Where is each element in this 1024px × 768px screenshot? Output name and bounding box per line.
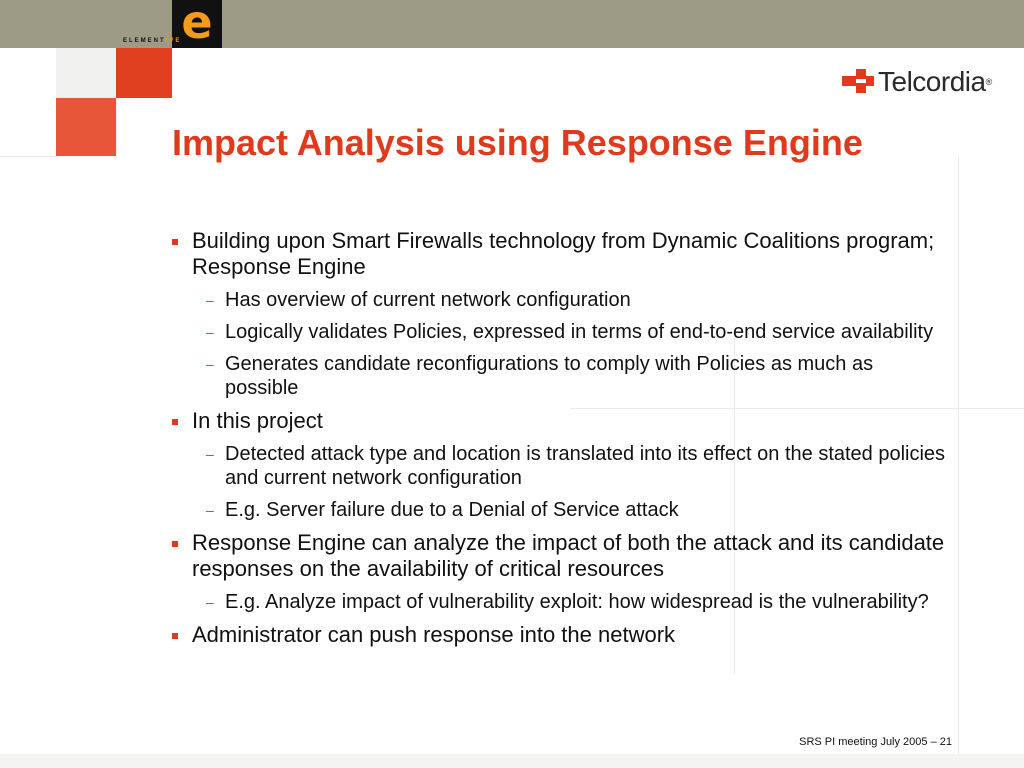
telcordia-logo (842, 66, 992, 98)
element-logo-text (123, 38, 181, 44)
dash-icon: – (206, 446, 214, 462)
sub-bullet-item (170, 442, 950, 490)
guide-line (958, 156, 959, 756)
bullet-square-icon (172, 419, 178, 425)
guide-line (116, 98, 117, 158)
dash-icon: – (206, 324, 214, 340)
sub-bullet-text: Detected attack type and location is translated into its effect on the stated policies and current network configuration (225, 443, 946, 489)
deco-square (116, 48, 172, 98)
sub-bullet-text: E.g. Analyze impact of vulnerability exploit: how widespread is the vulnerability? (225, 591, 929, 613)
dash-icon: – (206, 292, 214, 308)
brand-registered: ® (985, 77, 993, 87)
sub-bullet-item (170, 320, 950, 344)
bullet-item (170, 530, 950, 582)
deco-square (56, 48, 116, 98)
sub-bullet-text: Has overview of current network configuration (225, 289, 631, 311)
element-logo: e (172, 0, 222, 48)
slide-footer: SRS PI meeting July 2005 – 21 (799, 736, 952, 748)
bullet-text: Administrator can push response into the network (192, 622, 676, 647)
dash-icon: – (206, 356, 214, 372)
bullet-text: In this project (192, 408, 323, 433)
telcordia-mark-icon (842, 67, 874, 97)
slide-title: Impact Analysis using Response Engine (172, 122, 863, 163)
footer-bar (0, 754, 1024, 768)
bullet-square-icon (172, 633, 178, 639)
sub-bullet-item (170, 498, 950, 522)
bullet-square-icon (172, 541, 178, 547)
sub-bullet-item (170, 288, 950, 312)
dash-icon: – (206, 502, 214, 518)
bullet-item (170, 408, 950, 434)
logo-text-part: IVE (165, 38, 182, 44)
brand-name: Telcordia (878, 66, 986, 97)
sub-bullet-text: Logically validates Policies, expressed in terms of end-to-end service availability (225, 321, 934, 343)
logo-text-part: ELEMENT (123, 38, 166, 44)
bullet-text: Building upon Smart Firewalls technology from Dynamic Coalitions program; Response Engine (192, 228, 935, 279)
sub-bullet-text: E.g. Server failure due to a Denial of Service attack (225, 499, 679, 521)
sub-bullet-item (170, 590, 950, 614)
bullet-text: Response Engine can analyze the impact of both the attack and its candidate responses on the availability of critical resources (192, 530, 945, 581)
sub-bullet-item (170, 352, 950, 400)
bullet-square-icon (172, 239, 178, 245)
bullet-item (170, 622, 950, 648)
guide-line (0, 156, 56, 157)
slide-body (170, 228, 950, 656)
bullet-item (170, 228, 950, 280)
deco-square (56, 98, 116, 156)
dash-icon: – (206, 594, 214, 610)
sub-bullet-text: Generates candidate reconfigurations to comply with Policies as much as possible (225, 353, 874, 399)
